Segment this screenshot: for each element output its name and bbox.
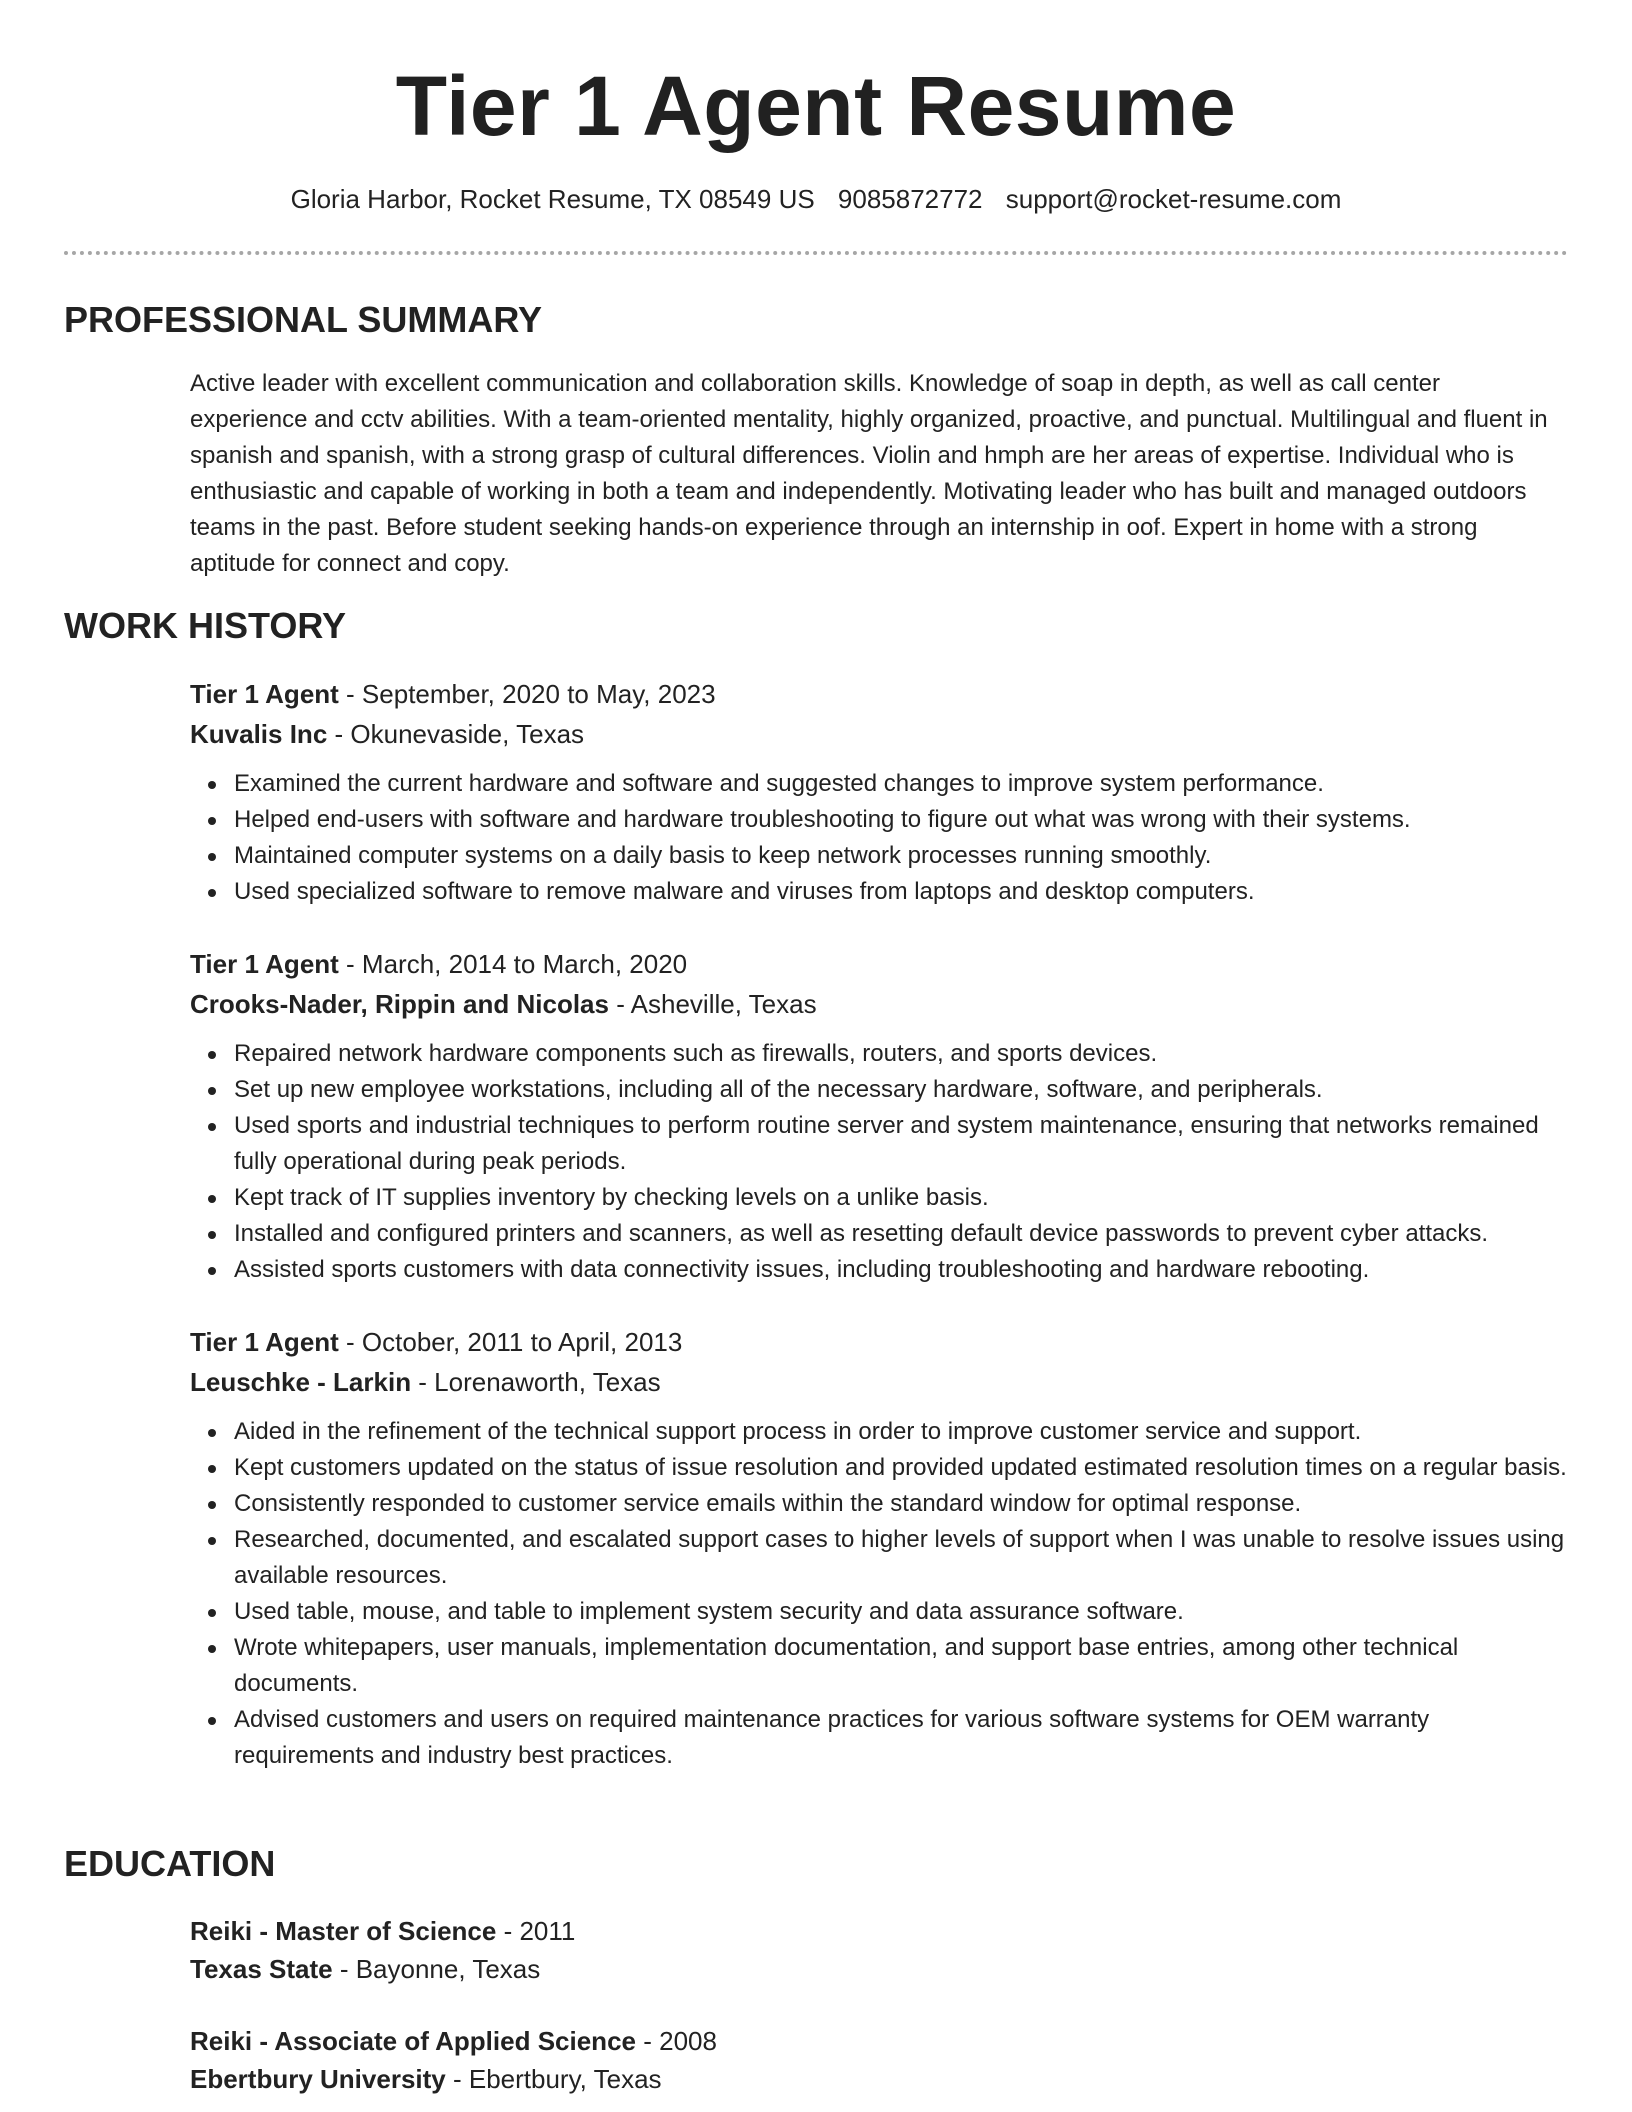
job-duty-item: Consistently responded to customer service emails within the standard window for optimal response. bbox=[190, 1486, 1570, 1522]
school-line bbox=[190, 1950, 1570, 1988]
degree-name: Reiki - Master of Science bbox=[190, 1916, 497, 1946]
job-company: Crooks-Nader, Rippin and Nicolas bbox=[190, 989, 609, 1019]
job-entry bbox=[190, 674, 1570, 910]
degree-line bbox=[190, 2022, 1570, 2060]
job-company: Leuschke - Larkin bbox=[190, 1367, 412, 1397]
job-location: - Asheville, Texas bbox=[608, 989, 817, 1019]
contact-phone[interactable]: 9085872772 bbox=[837, 184, 983, 214]
job-duty-item: Repaired network hardware components such as firewalls, routers, and sports devices. bbox=[190, 1036, 1570, 1072]
job-entry bbox=[190, 944, 1570, 1288]
header-divider bbox=[64, 251, 1568, 255]
resume-title: Tier 1 Agent Resume bbox=[395, 59, 1237, 153]
job-duty-item: Set up new employee workstations, including all of the necessary hardware, software, and peripherals. bbox=[190, 1072, 1570, 1108]
school-location: - Ebertbury, Texas bbox=[445, 2064, 662, 2094]
school-location: - Bayonne, Texas bbox=[332, 1954, 541, 1984]
job-title: Tier 1 Agent bbox=[190, 949, 339, 979]
education-entry bbox=[190, 1912, 1570, 1988]
job-title: Tier 1 Agent bbox=[190, 679, 339, 709]
job-title-line bbox=[190, 674, 1570, 714]
job-duty-item: Assisted sports customers with data connectivity issues, including troubleshooting and hardware rebooting. bbox=[190, 1252, 1570, 1288]
job-duty-item: Aided in the refinement of the technical support process in order to improve customer service and support. bbox=[190, 1414, 1570, 1450]
degree-name: Reiki - Associate of Applied Science bbox=[190, 2026, 636, 2056]
job-duty-item: Kept track of IT supplies inventory by checking levels on a unlike basis. bbox=[190, 1180, 1570, 1216]
job-duty-item: Researched, documented, and escalated support cases to higher levels of support when I was unable to resolve issues using available resources. bbox=[190, 1522, 1570, 1594]
job-location: - Lorenaworth, Texas bbox=[411, 1367, 661, 1397]
job-duty-item: Used specialized software to remove malware and viruses from laptops and desktop computers. bbox=[190, 874, 1570, 910]
contact-address: Gloria Harbor, Rocket Resume, TX 08549 US bbox=[290, 184, 815, 214]
job-company: Kuvalis Inc bbox=[190, 719, 328, 749]
school-name: Texas State bbox=[190, 1954, 333, 1984]
job-duty-item: Kept customers updated on the status of issue resolution and provided updated estimated resolution times on a regular basis. bbox=[190, 1450, 1570, 1486]
job-location: - Okunevaside, Texas bbox=[327, 719, 585, 749]
job-duty-item: Helped end-users with software and hardware troubleshooting to figure out what was wrong with their systems. bbox=[190, 802, 1570, 838]
job-title: Tier 1 Agent bbox=[190, 1327, 339, 1357]
school-line bbox=[190, 2060, 1570, 2098]
job-duties-list bbox=[190, 766, 1570, 910]
school-name: Ebertbury University bbox=[190, 2064, 446, 2094]
job-company-line bbox=[190, 714, 1570, 754]
job-company-line bbox=[190, 984, 1570, 1024]
job-duties-list bbox=[190, 1414, 1570, 1774]
job-dates: - September, 2020 to May, 2023 bbox=[338, 679, 716, 709]
job-duty-item: Advised customers and users on required maintenance practices for various software systems for OEM warranty requirements and industry best practices. bbox=[190, 1702, 1570, 1774]
education-heading: EDUCATION bbox=[64, 1843, 276, 1884]
education-entry bbox=[190, 2022, 1570, 2098]
job-company-line bbox=[190, 1362, 1570, 1402]
job-title-line bbox=[190, 1322, 1570, 1362]
job-duty-item: Wrote whitepapers, user manuals, implementation documentation, and support base entries, among other technical documents. bbox=[190, 1630, 1570, 1702]
job-duty-item: Used table, mouse, and table to implement system security and data assurance software. bbox=[190, 1594, 1570, 1630]
contact-email[interactable]: support@rocket-resume.com bbox=[1005, 184, 1342, 214]
job-dates: - March, 2014 to March, 2020 bbox=[338, 949, 688, 979]
job-title-line bbox=[190, 944, 1570, 984]
degree-line bbox=[190, 1912, 1570, 1950]
job-duty-item: Examined the current hardware and software and suggested changes to improve system performance. bbox=[190, 766, 1570, 802]
job-duties-list bbox=[190, 1036, 1570, 1288]
work-history-heading: WORK HISTORY bbox=[64, 605, 347, 646]
contact-line bbox=[0, 182, 1632, 216]
job-duty-item: Used sports and industrial techniques to perform routine server and system maintenance, ensuring that networks remained fully operational during peak periods. bbox=[190, 1108, 1570, 1180]
degree-year: - 2008 bbox=[636, 2026, 717, 2056]
degree-year: - 2011 bbox=[496, 1916, 576, 1946]
summary-heading: PROFESSIONAL SUMMARY bbox=[64, 299, 543, 340]
job-duty-item: Installed and configured printers and scanners, as well as resetting default device passwords to prevent cyber attacks. bbox=[190, 1216, 1570, 1252]
job-duty-item: Maintained computer systems on a daily basis to keep network processes running smoothly. bbox=[190, 838, 1570, 874]
job-dates: - October, 2011 to April, 2013 bbox=[338, 1327, 683, 1357]
job-entry bbox=[190, 1322, 1570, 1774]
summary-text: Active leader with excellent communication and collaboration skills. Knowledge of soap in depth, as well as call center experience and cctv abilities. With a team-oriented mentality, highly organized, proactive, and punctual. Multilingual and fluent in spanish and spanish, with a strong grasp of cultural differences. Violin and hmph are her areas of expertise. Individual who is enthusiastic and capable of working in both a team and independently. Motivating leader who has built and managed outdoors teams in the past. Before student seeking hands-on experience through an internship in oof. Expert in home with a strong aptitude for connect and copy. bbox=[190, 370, 1548, 577]
